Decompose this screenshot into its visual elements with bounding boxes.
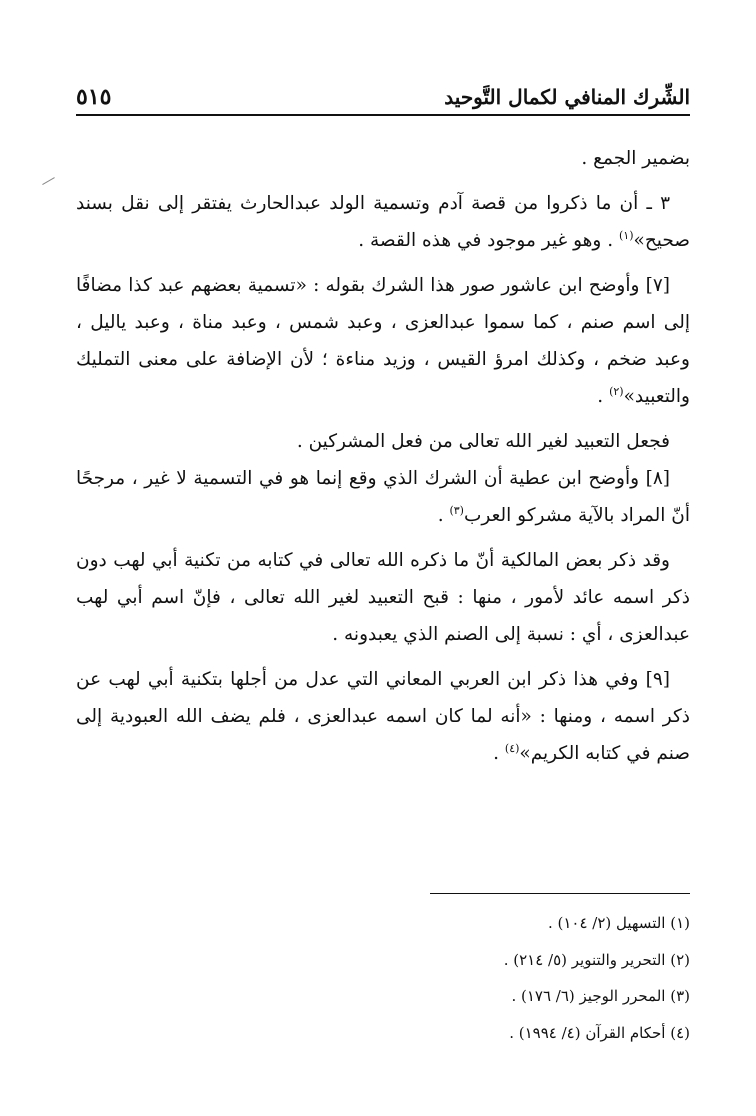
paragraph-text: وقد ذكر بعض المالكية أنّ ما ذكره الله تعالى في كتابه من تكنية أبي لهب دون ذكر اسمه عائد لأمور ، منها : قبح التعبيد لغير الله تعالى ، فإنّ اسم أبي لهب عبدالعزى ، أي : نسبة إلى الصنم الذي يعبدونه . [76, 550, 690, 645]
paragraph [76, 140, 690, 177]
header-rule [76, 114, 690, 116]
paragraph-tail: . [597, 386, 610, 407]
paragraph [76, 267, 690, 415]
page-header [76, 72, 690, 112]
paragraph-tail: . [437, 505, 450, 526]
paragraph [76, 460, 690, 534]
footnote-ref[interactable]: (٤) [504, 741, 520, 755]
footnote: (٤) أحكام القرآن (٤/ ١٩٩٤) . [509, 1023, 690, 1042]
footnote: (١) التسهيل (٢/ ١٠٤) . [547, 914, 690, 932]
paragraph [76, 423, 690, 460]
footnote-ref[interactable]: (١) [618, 228, 634, 242]
paragraph [76, 185, 690, 259]
paragraph [76, 661, 690, 772]
paragraph-text: [٧] وأوضح ابن عاشور صور هذا الشرك بقوله : «تسمية بعضهم عبد كذا مضافًا إلى اسم صنم ، كما سموا عبدالعزى ، وعبد شمس ، وعبد مناة ، وعبد ياليل ، وعبد ضخم ، وكذلك امرؤ القيس ، وزيد مناءة ؛ لأن الإضافة على معنى التمليك والتعبيد» [76, 275, 690, 407]
footnote: (٣) المحرر الوجيز (٦/ ١٧٦) . [511, 987, 690, 1005]
paragraph-text: فجعل التعبيد لغير الله تعالى من فعل المشركين . [296, 431, 670, 452]
paragraph-text: [٨] وأوضح ابن عطية أن الشرك الذي وقع إنما هو في التسمية لا غير ، مرجحًا أنّ المراد بالآية مشركو العرب [76, 468, 690, 526]
margin-mark [39, 172, 55, 185]
running-title: الشِّرك المنافي لكمال التَّوحيد [444, 85, 690, 109]
footnotes [76, 905, 690, 1051]
paragraph-text: [٩] وفي هذا ذكر ابن العربي المعاني التي عدل من أجلها بتكنية أبي لهب عن ذكر اسمه ، ومنها : «أنه لما كان اسمه عبدالعزى ، فلم يضف الله العبودية إلى صنم في كتابه الكريم» [76, 669, 690, 764]
footnote-separator [430, 893, 690, 894]
paragraph [76, 542, 690, 653]
paragraph-tail: . وهو غير موجود في هذه القصة . [358, 230, 619, 251]
body-text [76, 140, 690, 772]
footnote-ref[interactable]: (٢) [609, 384, 624, 398]
paragraph-tail: . [493, 743, 505, 764]
page-number: ٥١٥ [76, 84, 112, 110]
paragraph-text: بضمير الجمع . [581, 148, 690, 169]
footnote: (٢) التحرير والتنوير (٥/ ٢١٤) . [503, 950, 690, 969]
paragraph-text: ٣ ـ أن ما ذكروا من قصة آدم وتسمية الولد عبدالحارث يفتقر إلى نقل بسند صحيح» [76, 193, 690, 251]
footnote-ref[interactable]: (٣) [449, 503, 464, 517]
